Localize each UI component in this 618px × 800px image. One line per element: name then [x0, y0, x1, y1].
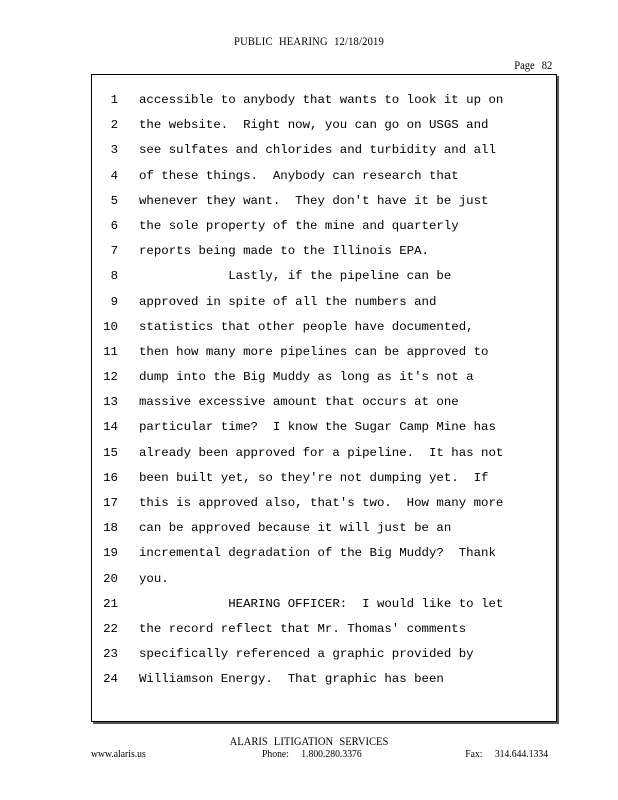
transcript-line [0, 219, 560, 244]
line-number: 21 [103, 596, 118, 611]
line-text: been built yet, so they're not dumping yet. If [139, 470, 489, 485]
line-text: accessible to anybody that wants to look it up on [139, 93, 504, 107]
line-text: incremental degradation of the Big Muddy? Thank [139, 546, 496, 561]
transcript-line [0, 446, 560, 471]
line-text: the record reflect that Mr. Thomas' comments [139, 621, 467, 636]
header-title: PUBLIC HEARING 12/18/2019 [234, 34, 384, 48]
line-number: 15 [103, 445, 118, 460]
footer-website: www.alaris.us [91, 748, 146, 760]
line-number: 6 [110, 218, 118, 233]
transcript-lines [0, 93, 560, 698]
line-text: statistics that other people have documented, [139, 319, 474, 334]
line-text: Williamson Energy. That graphic has been [139, 672, 444, 687]
transcript-line [0, 572, 560, 597]
line-number: 22 [103, 621, 118, 636]
line-text: of these things. Anybody can research that [139, 168, 459, 183]
transcript-line [0, 345, 560, 370]
line-text: you. [139, 571, 169, 586]
line-text: see sulfates and chlorides and turbidity and all [139, 143, 496, 158]
line-number: 18 [103, 521, 118, 536]
line-number: 7 [110, 244, 118, 259]
transcript-line [0, 420, 560, 445]
transcript-line [0, 295, 560, 320]
line-text: this is approved also, that's two. How many more [139, 496, 504, 510]
line-text: can be approved because it will just be an [139, 521, 452, 536]
line-text: specifically referenced a graphic provided by [139, 647, 474, 662]
line-number: 24 [103, 672, 118, 687]
line-text: dump into the Big Muddy as long as it's not a [139, 370, 474, 385]
transcript-line [0, 118, 560, 143]
line-number: 17 [103, 496, 118, 510]
transcript-line [0, 672, 560, 697]
footer-fax-number: 314.644.1334 [494, 748, 548, 760]
transcript-line [0, 320, 560, 345]
line-number: 16 [103, 470, 118, 485]
line-text: whenever they want. They don't have it be just [139, 193, 489, 208]
transcript-line [0, 395, 560, 420]
footer-fax-label: Fax: [465, 748, 483, 760]
line-text: the website. Right now, you can go on USGS and [139, 118, 489, 133]
line-number: 12 [103, 370, 118, 385]
line-number: 19 [103, 546, 118, 561]
line-text: the sole property of the mine and quarterly [139, 218, 459, 233]
line-number: 14 [103, 420, 118, 435]
line-text: already been approved for a pipeline. It has not [139, 445, 504, 460]
transcript-line [0, 194, 560, 219]
transcript-line [0, 496, 560, 521]
transcript-line [0, 93, 560, 118]
transcript-line [0, 521, 560, 546]
footer-phone-number: 1.800.280.3376 [301, 748, 362, 760]
line-text: massive excessive amount that occurs at one [139, 395, 459, 410]
transcript-line [0, 546, 560, 571]
line-text: HEARING OFFICER: I would like to let [139, 596, 504, 611]
line-text: approved in spite of all the numbers and [139, 294, 437, 309]
transcript-line [0, 143, 560, 168]
footer-phone [262, 748, 362, 760]
transcript-line [0, 244, 560, 269]
line-number: 13 [103, 395, 118, 410]
line-number: 8 [110, 269, 118, 284]
line-number: 20 [103, 571, 118, 586]
line-number: 10 [103, 319, 118, 334]
page-label: Page [513, 58, 535, 72]
transcript-line [0, 370, 560, 395]
page-indicator [514, 58, 552, 73]
line-text: particular time? I know the Sugar Camp Mine has [139, 420, 496, 435]
transcript-line [0, 622, 560, 647]
transcript-line [0, 647, 560, 672]
line-number: 1 [110, 93, 118, 107]
footer-fax [465, 748, 548, 760]
transcript-line [0, 597, 560, 622]
line-number: 23 [103, 647, 118, 662]
page-number: 82 [541, 58, 552, 72]
line-number: 2 [110, 118, 118, 133]
line-number: 5 [110, 193, 118, 208]
footer-company: ALARIS LITIGATION SERVICES [229, 734, 389, 748]
line-text: then how many more pipelines can be approved to [139, 344, 489, 359]
line-number: 3 [110, 143, 118, 158]
transcript-line [0, 471, 560, 496]
footer-phone-label: Phone: [262, 748, 289, 760]
transcript-line [0, 269, 560, 294]
line-number: 9 [110, 294, 118, 309]
transcript-line [0, 169, 560, 194]
line-text: Lastly, if the pipeline can be [139, 269, 452, 284]
line-text: reports being made to the Illinois EPA. [139, 244, 429, 259]
line-number: 11 [103, 344, 118, 359]
line-number: 4 [110, 168, 118, 183]
